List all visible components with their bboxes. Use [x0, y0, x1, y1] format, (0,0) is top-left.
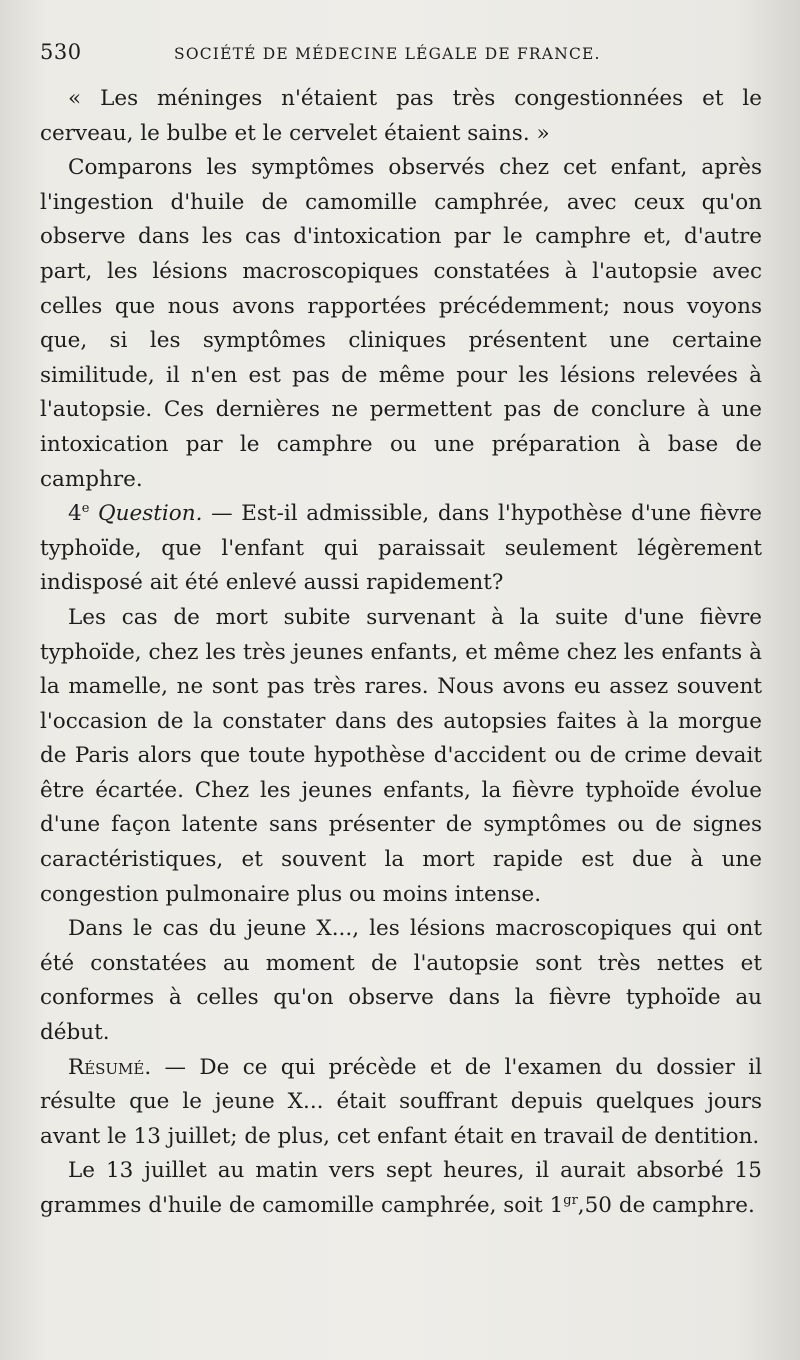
summary-label: Résumé.: [68, 1054, 152, 1080]
paragraph-text: Les cas de mort subite survenant à la suite d'une fièvre typhoïde, chez les très jeunes enfants, et même chez les enfants à la mamelle, ne sont pas très rares. Nous avons eu assez souvent l'occasion de la constater dans des autopsies faites à la morgue de Paris alors que toute hypothèse d'accident ou de crime devait être écartée. Chez les jeunes enfants, la fièvre typhoïde évolue d'une façon latente sans présenter de symptômes ou de signes caractéristiques, et souvent la mort rapide est due à une congestion pulmonaire plus ou moins intense.: [40, 604, 762, 907]
paragraph-case-x: [40, 912, 762, 1050]
question-number-suffix: e: [81, 500, 90, 516]
paragraph-text: Comparons les symptômes observés chez cet enfant, après l'ingestion d'huile de camomille camphrée, avec ceux qu'on observe dans les cas d'intoxication par le camphre et, d'autre part, les lésions macroscopiques constatées à l'autopsie avec celles que nous avons rapportées précédemment; nous voyons que, si les symptômes cliniques présentent une certaine similitude, il n'en est pas de même pour les lésions relevées à l'autopsie. Ces dernières ne permettent pas de conclure à une intoxication par le camphre ou une préparation à base de camphre.: [40, 155, 762, 492]
question-label: Question.: [98, 501, 203, 527]
paragraph-text: « Les méninges n'étaient pas très congestionnées et le cerveau, le bulbe et le cervelet étaient sains. »: [40, 86, 762, 146]
paragraph-text: — Est-il admissible, dans l'hypothèse d'une fièvre typhoïde, que l'enfant qui paraissait seulement légèrement indisposé ait été enlevé aussi rapidement?: [40, 501, 762, 596]
paragraph-question-4: [40, 497, 762, 601]
paragraph-summary: [40, 1051, 762, 1155]
paragraph-text: — De ce qui précède et de l'examen du dossier il résulte que le jeune X... était souffrant depuis quelques jours avant le 13 juillet; de plus, cet enfant était en travail de dentition.: [40, 1054, 762, 1149]
paragraph-sudden-death: [40, 601, 762, 912]
paragraph-text: Dans le cas du jeune X..., les lésions macroscopiques qui ont été constatées au moment de l'autopsie sont très nettes et conformes à celles qu'on observe dans la fièvre typhoïde au début.: [40, 916, 762, 1046]
body-text: [40, 82, 762, 1224]
running-title: SOCIÉTÉ DE MÉDECINE LÉGALE DE FRANCE.: [174, 45, 601, 63]
paragraph-text-end: ,50 de camphre.: [577, 1193, 755, 1218]
page-header: [40, 40, 762, 76]
page-number: 530: [40, 40, 82, 64]
paragraph-text: Le 13 juillet au matin vers sept heures, il aurait absorbé 15 grammes d'huile de camomille camphrée, soit 1: [40, 1158, 762, 1218]
paragraph-comparison: [40, 151, 762, 497]
paragraph-quote: [40, 82, 762, 151]
question-number: 4: [68, 501, 82, 527]
unit-superscript: gr: [563, 1192, 578, 1208]
paragraph-july-13: [40, 1154, 762, 1223]
